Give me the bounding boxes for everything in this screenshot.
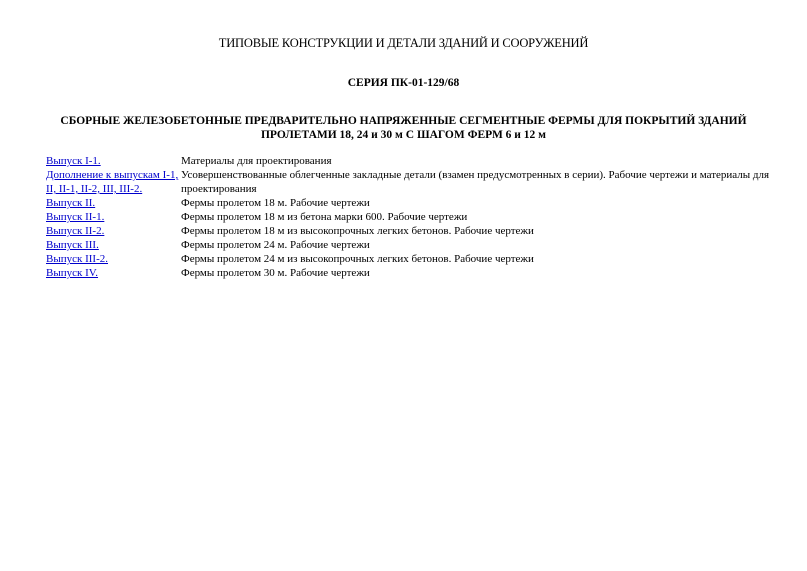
collection-title: ТИПОВЫЕ КОНСТРУКЦИИ И ДЕТАЛИ ЗДАНИЙ И СООРУЖЕНИЙ xyxy=(218,36,589,50)
issue-link-ii-2[interactable]: Выпуск II-2. xyxy=(46,225,105,237)
issue-description: Фермы пролетом 24 м. Рабочие чертежи xyxy=(181,239,370,251)
issue-link-iv[interactable]: Выпуск IV. xyxy=(46,267,99,279)
issue-link-ii[interactable]: Выпуск II. xyxy=(46,197,96,209)
series-heading: СЕРИЯ ПК-01-129/68 xyxy=(347,77,460,89)
contents-row xyxy=(46,238,776,252)
issue-link-supplement[interactable]: Дополнение к выпускам I-1, II, II-1, II-2, III, III-2. xyxy=(46,169,179,195)
issue-link-iii[interactable]: Выпуск III. xyxy=(46,239,99,251)
issue-link-iii-2[interactable]: Выпуск III-2. xyxy=(46,253,108,265)
issue-link-ii-1[interactable]: Выпуск II-1. xyxy=(46,211,105,223)
contents-row xyxy=(46,252,776,266)
issue-description: Материалы для проектирования xyxy=(181,155,332,167)
issue-description: Фермы пролетом 24 м из высокопрочных легких бетонов. Рабочие чертежи xyxy=(181,253,534,265)
contents-list xyxy=(46,154,776,280)
contents-row xyxy=(46,224,776,238)
contents-row xyxy=(46,266,776,280)
issue-link-i-1[interactable]: Выпуск I-1. xyxy=(46,155,101,167)
issue-description: Фермы пролетом 18 м. Рабочие чертежи xyxy=(181,197,370,209)
issue-description: Усовершенствованные облегченные закладные детали (взамен предусмотренных в серии). Рабочие чертежи и материалы для проектирования xyxy=(181,169,770,195)
contents-row xyxy=(46,210,776,224)
issue-description: Фермы пролетом 18 м из высокопрочных легких бетонов. Рабочие чертежи xyxy=(181,225,534,237)
issue-description: Фермы пролетом 30 м. Рабочие чертежи xyxy=(181,267,370,279)
contents-row xyxy=(46,154,776,168)
issue-description: Фермы пролетом 18 м из бетона марки 600. Рабочие чертежи xyxy=(181,211,468,223)
document-title: СБОРНЫЕ ЖЕЛЕЗОБЕТОННЫЕ ПРЕДВАРИТЕЛЬНО НАПРЯЖЕННЫЕ СЕГМЕНТНЫЕ ФЕРМЫ ДЛЯ ПОКРЫТИЙ ЗДАНИЙ ПРОЛЕТАМИ 18, 24 и 30 м С ШАГОМ ФЕРМ 6 и 12 м xyxy=(60,115,747,141)
contents-row xyxy=(46,168,776,196)
contents-row xyxy=(46,196,776,210)
